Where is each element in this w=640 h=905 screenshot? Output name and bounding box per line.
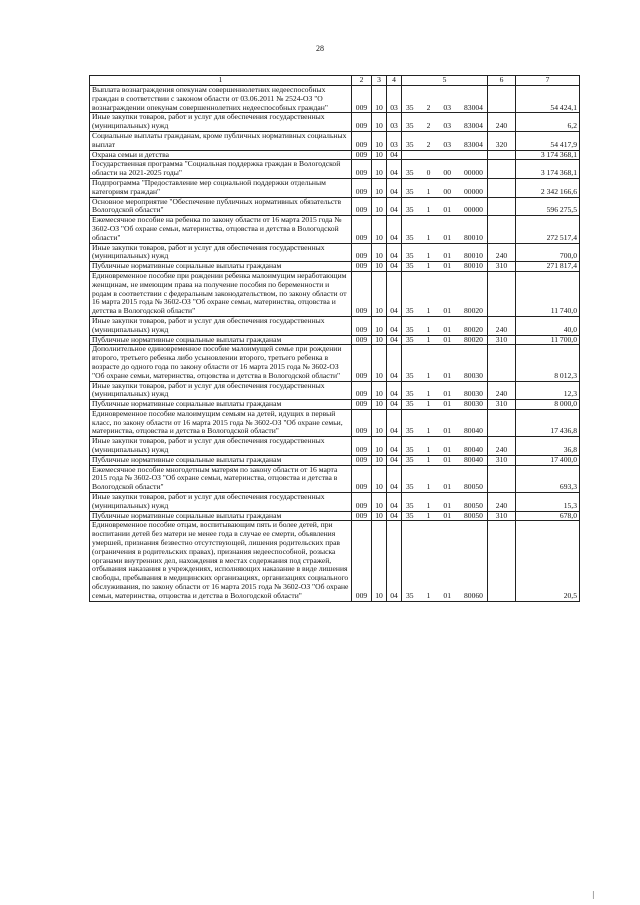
- cell-amount: 3 174 368,1: [516, 160, 580, 179]
- cell-subsection: 04: [387, 243, 402, 262]
- code-part: 01: [443, 399, 451, 409]
- cell-expense-type: 240: [488, 316, 516, 335]
- code-part: 80020: [463, 335, 483, 344]
- cell-section: 10: [372, 493, 387, 512]
- cell-section: 10: [372, 400, 387, 410]
- table-row: [90, 493, 580, 512]
- cell-target-code: [402, 465, 488, 492]
- code-part: 1: [426, 389, 431, 399]
- row-name: Иные закупки товаров, работ и услуг для обеспечения государственных (муниципальных) нужд: [90, 243, 352, 262]
- cell-expense-type: 310: [488, 400, 516, 410]
- cell-ministry: 009: [352, 86, 372, 113]
- code-part: 83004: [463, 121, 483, 131]
- table-row: [90, 150, 580, 160]
- row-name: Выплата вознаграждения опекунам совершеннолетних недееспособных граждан в соответствии с законом области от 03.06.2011 № 2524-ОЗ "О вознаграждении опекунам совершеннолетних недееспособных граждан": [90, 86, 352, 113]
- code-part: 1: [426, 500, 431, 510]
- cell-section: 10: [372, 455, 387, 465]
- row-name: Единовременное пособие малоимущим семьям на детей, идущих в первый класс, по закону области от 16 марта 2015 года № 3602-ОЗ "Об охране семьи, материнства, отцовства и детства в Вологодской области": [90, 409, 352, 436]
- cell-section: 10: [372, 316, 387, 335]
- code-part: 03: [443, 139, 451, 149]
- cell-section: 10: [372, 335, 387, 345]
- cell-expense-type: 320: [488, 131, 516, 150]
- cell-ministry: 009: [352, 216, 372, 243]
- table-row: [90, 316, 580, 335]
- cell-target-code: [402, 400, 488, 410]
- cell-amount: 36,8: [516, 437, 580, 456]
- corner-mark: |: [592, 890, 594, 899]
- cell-subsection: 04: [387, 409, 402, 436]
- cell-section: 10: [372, 86, 387, 113]
- cell-subsection: 04: [387, 178, 402, 197]
- cell-amount: 678,0: [516, 511, 580, 521]
- cell-expense-type: [488, 160, 516, 179]
- cell-target-code: [402, 262, 488, 272]
- table-row: [90, 437, 580, 456]
- code-part: 80010: [463, 232, 483, 242]
- code-part: 83004: [463, 139, 483, 149]
- code-part: 80040: [463, 455, 483, 464]
- cell-target-code: [402, 511, 488, 521]
- table-row: [90, 178, 580, 197]
- cell-amount: 17 436,8: [516, 409, 580, 436]
- code-part: 01: [443, 335, 451, 344]
- cell-expense-type: [488, 345, 516, 381]
- code-part: 35: [406, 590, 414, 600]
- cell-expense-type: 310: [488, 511, 516, 521]
- code-part: 80020: [463, 324, 483, 334]
- code-part: 35: [406, 511, 414, 520]
- row-name: Основное мероприятие "Обеспечение публичных нормативных обязательств Вологодской области": [90, 197, 352, 216]
- code-part: 35: [406, 139, 414, 149]
- code-part: 01: [443, 251, 451, 261]
- code-part: 1: [426, 590, 431, 600]
- header-cell: 3: [372, 76, 387, 86]
- code-part: 1: [426, 306, 431, 316]
- code-part: 1: [426, 251, 431, 261]
- row-name: Публичные нормативные социальные выплаты гражданам: [90, 262, 352, 272]
- code-part: 80030: [463, 399, 483, 409]
- cell-ministry: 009: [352, 381, 372, 400]
- cell-ministry: 009: [352, 465, 372, 492]
- code-part: 01: [443, 232, 451, 242]
- header-cell: 4: [387, 76, 402, 86]
- cell-amount: 3 174 368,1: [516, 150, 580, 160]
- cell-section: 10: [372, 437, 387, 456]
- cell-subsection: 04: [387, 150, 402, 160]
- cell-expense-type: 240: [488, 437, 516, 456]
- row-name: Иные закупки товаров, работ и услуг для обеспечения государственных (муниципальных) нужд: [90, 316, 352, 335]
- cell-ministry: 009: [352, 243, 372, 262]
- cell-subsection: 04: [387, 316, 402, 335]
- code-part: 00: [443, 168, 451, 178]
- cell-ministry: 009: [352, 455, 372, 465]
- cell-amount: 17 400,0: [516, 455, 580, 465]
- cell-ministry: 009: [352, 493, 372, 512]
- cell-ministry: 009: [352, 131, 372, 150]
- cell-amount: 40,0: [516, 316, 580, 335]
- cell-ministry: 009: [352, 437, 372, 456]
- cell-ministry: 009: [352, 197, 372, 216]
- code-part: 01: [443, 389, 451, 399]
- cell-section: 10: [372, 150, 387, 160]
- code-part: 01: [443, 205, 451, 215]
- table-row: [90, 400, 580, 410]
- cell-target-code: [402, 131, 488, 150]
- code-part: 35: [406, 251, 414, 261]
- cell-expense-type: 310: [488, 455, 516, 465]
- header-cell: 2: [352, 76, 372, 86]
- code-part: 35: [406, 455, 414, 464]
- cell-section: 10: [372, 262, 387, 272]
- row-name: Иные закупки товаров, работ и услуг для обеспечения государственных (муниципальных) нужд: [90, 381, 352, 400]
- row-name: Дополнительное единовременное пособие малоимущей семье при рождении второго, третьего ребенка либо усыновлении второго, третьего ребенка в возрасте до одного года по закону области от 16 марта 2015 года № 3602-ОЗ "Об охране семьи, материнства, отцовства и детства в Вологодской области": [90, 345, 352, 381]
- cell-expense-type: [488, 150, 516, 160]
- header-cell: 5: [402, 76, 488, 86]
- row-name: Единовременное пособие при рождении ребенка малоимущим неработающим женщинам, не имеющим права на получение пособия по беременности и родам в соответствии с федеральным законодательством, по закону области от 16 марта 2015 года № 3602-ОЗ "Об охране семьи, материнства, отцовства и детства в Вологодской области": [90, 271, 352, 316]
- cell-target-code: [402, 316, 488, 335]
- cell-section: 10: [372, 271, 387, 316]
- cell-target-code: [402, 409, 488, 436]
- cell-subsection: 04: [387, 335, 402, 345]
- cell-subsection: 03: [387, 131, 402, 150]
- code-part: 01: [443, 511, 451, 520]
- code-part: 1: [426, 232, 431, 242]
- cell-amount: 54 424,1: [516, 86, 580, 113]
- code-part: 80040: [463, 445, 483, 455]
- code-part: 35: [406, 500, 414, 510]
- cell-amount: 12,3: [516, 381, 580, 400]
- code-part: 0: [426, 168, 431, 178]
- row-name: Подпрограмма "Предоставление мер социальной поддержки отдельным категориям граждан": [90, 178, 352, 197]
- cell-subsection: 04: [387, 160, 402, 179]
- row-name: Публичные нормативные социальные выплаты гражданам: [90, 400, 352, 410]
- code-part: 35: [406, 370, 414, 380]
- cell-amount: 2 342 166,6: [516, 178, 580, 197]
- cell-expense-type: 310: [488, 262, 516, 272]
- cell-ministry: 009: [352, 178, 372, 197]
- cell-subsection: 04: [387, 437, 402, 456]
- code-part: 35: [406, 102, 414, 112]
- cell-section: 10: [372, 381, 387, 400]
- table-row: [90, 131, 580, 150]
- code-part: 01: [443, 455, 451, 464]
- cell-target-code: [402, 243, 488, 262]
- row-name: Социальные выплаты гражданам, кроме публичных нормативных социальных выплат: [90, 131, 352, 150]
- table-row: [90, 335, 580, 345]
- cell-section: 10: [372, 345, 387, 381]
- code-part: 35: [406, 399, 414, 409]
- cell-target-code: [402, 113, 488, 132]
- cell-section: 10: [372, 521, 387, 601]
- code-part: 35: [406, 426, 414, 436]
- cell-subsection: 04: [387, 511, 402, 521]
- cell-ministry: 009: [352, 511, 372, 521]
- cell-target-code: [402, 197, 488, 216]
- header-cell: 7: [516, 76, 580, 86]
- cell-subsection: 04: [387, 465, 402, 492]
- cell-expense-type: 240: [488, 243, 516, 262]
- cell-target-code: [402, 335, 488, 345]
- code-part: 1: [426, 205, 431, 215]
- table-row: [90, 345, 580, 381]
- cell-subsection: 04: [387, 345, 402, 381]
- code-part: 80050: [463, 500, 483, 510]
- cell-target-code: [402, 345, 488, 381]
- cell-expense-type: [488, 521, 516, 601]
- code-part: 83004: [463, 102, 483, 112]
- cell-expense-type: [488, 197, 516, 216]
- code-part: 35: [406, 445, 414, 455]
- cell-expense-type: [488, 409, 516, 436]
- table-row: [90, 113, 580, 132]
- cell-amount: 11 700,0: [516, 335, 580, 345]
- code-part: 03: [443, 102, 451, 112]
- code-part: 80030: [463, 370, 483, 380]
- code-part: 1: [426, 370, 431, 380]
- cell-amount: 8 012,3: [516, 345, 580, 381]
- cell-amount: 8 000,0: [516, 400, 580, 410]
- code-part: 01: [443, 482, 451, 492]
- row-name: Публичные нормативные социальные выплаты гражданам: [90, 335, 352, 345]
- cell-target-code: [402, 178, 488, 197]
- code-part: 35: [406, 168, 414, 178]
- row-name: Иные закупки товаров, работ и услуг для обеспечения государственных (муниципальных) нужд: [90, 493, 352, 512]
- cell-amount: 20,5: [516, 521, 580, 601]
- row-name: Единовременное пособие отцам, воспитывающим пять и более детей, при воспитании детей без матери не менее года в случае ее смерти, объявления умершей, признания безвестно отсутствующей, лишения родительских прав (ограничения в родительских правах), признания недееспособной, розыска органами внутренних дел, нахождения в местах содержания под стражей, отбывания наказания в учреждениях, исполняющих наказание в виде лишения свободы, пребывания в медицинских организациях, организациях социального обслуживания, по закону области от 16 марта 2015 года № 3602-ОЗ "Об охране семьи, материнства, отцовства и детства в Вологодской области": [90, 521, 352, 601]
- code-part: 35: [406, 389, 414, 399]
- code-part: 01: [443, 500, 451, 510]
- code-part: 1: [426, 261, 431, 271]
- cell-section: 10: [372, 216, 387, 243]
- cell-target-code: [402, 521, 488, 601]
- row-name: Охрана семьи и детства: [90, 150, 352, 160]
- cell-amount: 11 740,0: [516, 271, 580, 316]
- code-part: 2: [426, 102, 431, 112]
- table-row: [90, 511, 580, 521]
- code-part: 01: [443, 445, 451, 455]
- cell-section: 10: [372, 511, 387, 521]
- cell-ministry: 009: [352, 521, 372, 601]
- cell-subsection: 04: [387, 271, 402, 316]
- table-row: [90, 243, 580, 262]
- row-name: Государственная программа "Социальная поддержка граждан в Вологодской области на 2021-2025 годы": [90, 160, 352, 179]
- code-part: 1: [426, 445, 431, 455]
- code-part: 80060: [463, 590, 483, 600]
- header-row: [90, 76, 580, 86]
- cell-section: 10: [372, 160, 387, 179]
- cell-section: 10: [372, 131, 387, 150]
- row-name: Иные закупки товаров, работ и услуг для обеспечения государственных (муниципальных) нужд: [90, 437, 352, 456]
- code-part: 00000: [463, 205, 483, 215]
- code-part: 35: [406, 482, 414, 492]
- cell-section: 10: [372, 178, 387, 197]
- code-part: 35: [406, 324, 414, 334]
- cell-section: 10: [372, 465, 387, 492]
- code-part: 35: [406, 335, 414, 344]
- code-part: 01: [443, 306, 451, 316]
- code-part: 80030: [463, 389, 483, 399]
- cell-subsection: 03: [387, 113, 402, 132]
- code-part: 35: [406, 121, 414, 131]
- cell-ministry: 009: [352, 335, 372, 345]
- cell-subsection: 04: [387, 197, 402, 216]
- code-part: 80010: [463, 251, 483, 261]
- cell-expense-type: [488, 465, 516, 492]
- cell-ministry: 009: [352, 113, 372, 132]
- table-row: [90, 455, 580, 465]
- code-part: 03: [443, 121, 451, 131]
- code-part: 1: [426, 335, 431, 344]
- code-part: 01: [443, 590, 451, 600]
- code-part: 01: [443, 426, 451, 436]
- row-name: Публичные нормативные социальные выплаты гражданам: [90, 455, 352, 465]
- cell-expense-type: [488, 178, 516, 197]
- code-part: 1: [426, 455, 431, 464]
- table-row: [90, 86, 580, 113]
- cell-section: 10: [372, 409, 387, 436]
- cell-ministry: 009: [352, 316, 372, 335]
- table-row: [90, 381, 580, 400]
- cell-section: 10: [372, 243, 387, 262]
- cell-amount: 271 817,4: [516, 262, 580, 272]
- table-row: [90, 160, 580, 179]
- code-part: 1: [426, 511, 431, 520]
- code-part: 80050: [463, 482, 483, 492]
- cell-amount: 6,2: [516, 113, 580, 132]
- table-row: [90, 465, 580, 492]
- cell-ministry: 009: [352, 271, 372, 316]
- code-part: 80040: [463, 426, 483, 436]
- cell-target-code: [402, 150, 488, 160]
- cell-target-code: [402, 493, 488, 512]
- cell-subsection: 04: [387, 493, 402, 512]
- cell-expense-type: [488, 86, 516, 113]
- code-part: 00000: [463, 186, 483, 196]
- code-part: 80020: [463, 306, 483, 316]
- code-part: 1: [426, 482, 431, 492]
- code-part: 80050: [463, 511, 483, 520]
- cell-target-code: [402, 216, 488, 243]
- code-part: 35: [406, 261, 414, 271]
- cell-amount: 54 417,9: [516, 131, 580, 150]
- code-part: 01: [443, 261, 451, 271]
- code-part: 00000: [463, 168, 483, 178]
- code-part: 35: [406, 232, 414, 242]
- cell-ministry: 009: [352, 262, 372, 272]
- cell-amount: 700,0: [516, 243, 580, 262]
- code-part: 2: [426, 121, 431, 131]
- cell-expense-type: 240: [488, 381, 516, 400]
- cell-ministry: 009: [352, 150, 372, 160]
- cell-section: 10: [372, 113, 387, 132]
- cell-expense-type: [488, 216, 516, 243]
- cell-amount: 15,3: [516, 493, 580, 512]
- cell-target-code: [402, 160, 488, 179]
- cell-expense-type: 240: [488, 493, 516, 512]
- cell-subsection: 04: [387, 381, 402, 400]
- cell-target-code: [402, 86, 488, 113]
- row-name: Ежемесячное пособие на ребенка по закону области от 16 марта 2015 года № 3602-ОЗ "Об охране семьи, материнства, отцовства и детства в Вологодской области": [90, 216, 352, 243]
- code-part: 35: [406, 186, 414, 196]
- code-part: 00: [443, 186, 451, 196]
- cell-ministry: 009: [352, 400, 372, 410]
- cell-target-code: [402, 437, 488, 456]
- cell-subsection: 03: [387, 86, 402, 113]
- table-row: [90, 197, 580, 216]
- cell-target-code: [402, 271, 488, 316]
- code-part: 1: [426, 186, 431, 196]
- cell-amount: 272 517,4: [516, 216, 580, 243]
- cell-subsection: 04: [387, 455, 402, 465]
- code-part: 80010: [463, 261, 483, 271]
- cell-amount: 596 275,5: [516, 197, 580, 216]
- cell-subsection: 04: [387, 400, 402, 410]
- cell-section: 10: [372, 197, 387, 216]
- code-part: 01: [443, 370, 451, 380]
- cell-expense-type: 240: [488, 113, 516, 132]
- cell-subsection: 04: [387, 262, 402, 272]
- header-cell: 1: [90, 76, 352, 86]
- table-row: [90, 262, 580, 272]
- cell-expense-type: [488, 271, 516, 316]
- cell-ministry: 009: [352, 409, 372, 436]
- cell-expense-type: 310: [488, 335, 516, 345]
- row-name: Публичные нормативные социальные выплаты гражданам: [90, 511, 352, 521]
- code-part: 1: [426, 324, 431, 334]
- table-row: [90, 216, 580, 243]
- cell-amount: 693,3: [516, 465, 580, 492]
- row-name: Иные закупки товаров, работ и услуг для обеспечения государственных (муниципальных) нужд: [90, 113, 352, 132]
- cell-target-code: [402, 455, 488, 465]
- code-part: 35: [406, 205, 414, 215]
- code-part: 1: [426, 426, 431, 436]
- page-number: 28: [316, 44, 324, 53]
- code-part: 2: [426, 139, 431, 149]
- row-name: Ежемесячное пособие многодетным матерям по закону области от 16 марта 2015 года № 3602-ОЗ "Об охране семьи, материнства, отцовства и детства в Вологодской области": [90, 465, 352, 492]
- header-cell: 6: [488, 76, 516, 86]
- code-part: 1: [426, 399, 431, 409]
- budget-table: [89, 75, 580, 602]
- cell-target-code: [402, 381, 488, 400]
- table-row: [90, 409, 580, 436]
- table-row: [90, 521, 580, 601]
- cell-subsection: 04: [387, 521, 402, 601]
- cell-ministry: 009: [352, 160, 372, 179]
- table-row: [90, 271, 580, 316]
- cell-ministry: 009: [352, 345, 372, 381]
- code-part: 35: [406, 306, 414, 316]
- code-part: 01: [443, 324, 451, 334]
- cell-subsection: 04: [387, 216, 402, 243]
